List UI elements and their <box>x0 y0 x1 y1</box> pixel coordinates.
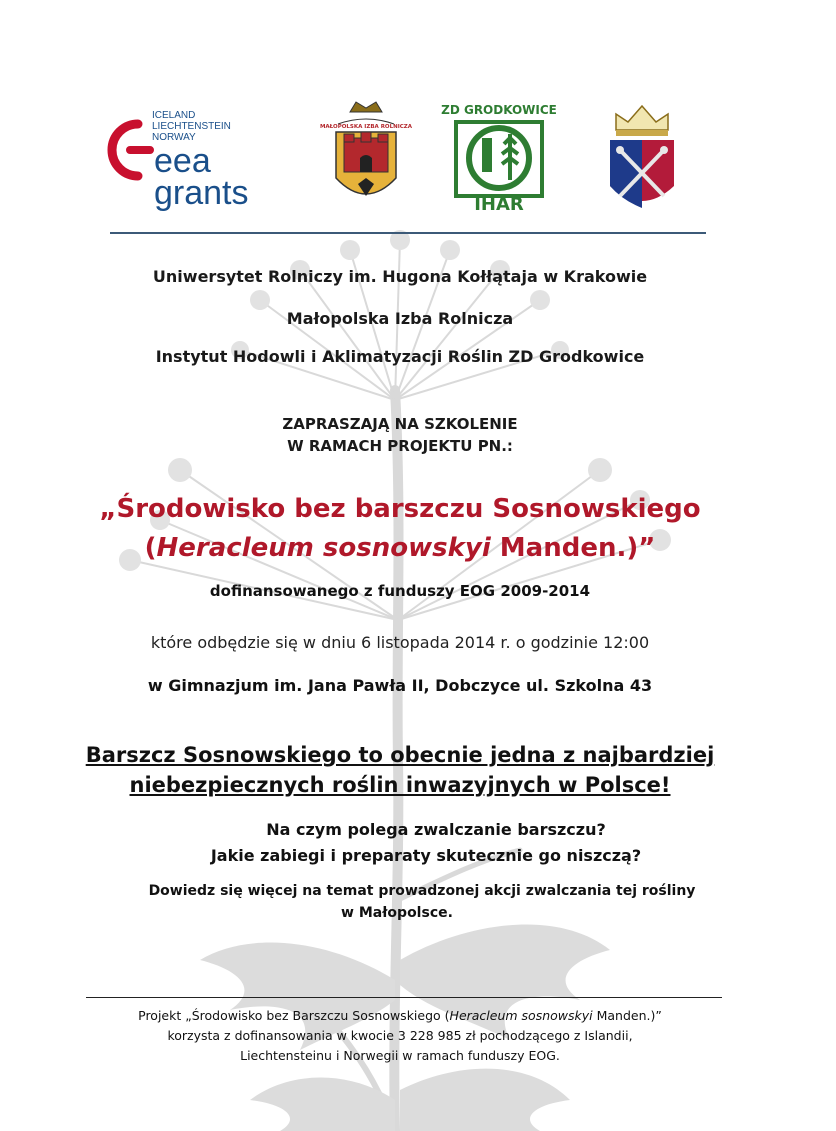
zd-logo-top-text: ZD GRODKOWICE <box>441 103 557 117</box>
title-paren-open: ( <box>144 533 157 563</box>
call-to-action-line-1: Dowiedz się więcej na temat prowadzonej akcji zwalczania tej rośliny <box>148 883 696 899</box>
header-divider <box>110 232 706 234</box>
footer-line-2: korzysta z dofinansowania w kwocie 3 228 985 zł pochodzącego z Islandii, <box>167 1028 633 1043</box>
zd-logo-bottom-text: IHAR <box>474 194 524 215</box>
question-1: Na czym polega zwalczanie barszczu? <box>266 820 606 839</box>
event-datetime: które odbędzie się w dniu 6 listopada 2014 r. o godzinie 12:00 <box>150 633 650 652</box>
title-latin-name: Heracleum sosnowskyi <box>156 533 491 563</box>
chamber-logo-text: MAŁOPOLSKA IZBA ROLNICZA <box>319 124 413 130</box>
eea-grants-logo <box>110 104 270 214</box>
eea-country-3: NORWAY <box>152 132 196 143</box>
footer-line-3: Liechtensteinu i Norwegii w ramach funduszy EOG. <box>240 1048 560 1063</box>
eea-country-2: LIECHTENSTEIN <box>152 121 231 132</box>
footer-latin-name: Heracleum sosnowskyi <box>449 1008 593 1023</box>
institution-university: Uniwersytet Rolniczy im. Hugona Kołłątaja w Krakowie <box>152 267 648 286</box>
university-crest-logo <box>606 100 678 216</box>
project-title-line-2 <box>0 529 800 567</box>
footer-project-prefix: Projekt „Środowisko bez Barszczu Sosnowskiego ( <box>138 1008 450 1023</box>
malopolska-chamber-logo <box>319 98 413 216</box>
footer-divider <box>86 997 722 998</box>
call-to-action-line-2: w Małopolsce. <box>341 905 453 921</box>
institution-chamber: Małopolska Izba Rolnicza <box>286 309 514 328</box>
invitation-line-2: W RAMACH PROJEKTU PN.: <box>287 437 513 455</box>
funding-info: dofinansowanego z funduszy EOG 2009-2014 <box>209 582 591 600</box>
footer-line-1 <box>0 1006 800 1026</box>
invitation-line-1: ZAPRASZAJĄ NA SZKOLENIE <box>282 415 518 433</box>
eea-country-1: ICELAND <box>152 110 196 121</box>
zd-grodkowice-ihar-logo <box>441 100 557 215</box>
grants-word: grants <box>154 174 249 212</box>
institution-ihar: Instytut Hodowli i Aklimatyzacji Roślin ZD Grodkowice <box>155 347 645 366</box>
warning-line-2: niebezpiecznych roślin inwazyjnych w Polsce! <box>129 773 671 797</box>
eea-word: eea <box>154 142 211 180</box>
title-paren-close: Manden.)” <box>490 533 656 563</box>
warning-line-1: Barszcz Sosnowskiego to obecnie jedna z najbardziej <box>85 743 715 767</box>
project-title-line-1: „Środowisko bez barszczu Sosnowskiego <box>99 494 701 524</box>
footer-project-suffix: Manden.)” <box>592 1008 662 1023</box>
event-venue: w Gimnazjum im. Jana Pawła II, Dobczyce ul. Szkolna 43 <box>147 676 653 695</box>
question-2: Jakie zabiegi i preparaty skutecznie go niszczą? <box>210 846 642 865</box>
